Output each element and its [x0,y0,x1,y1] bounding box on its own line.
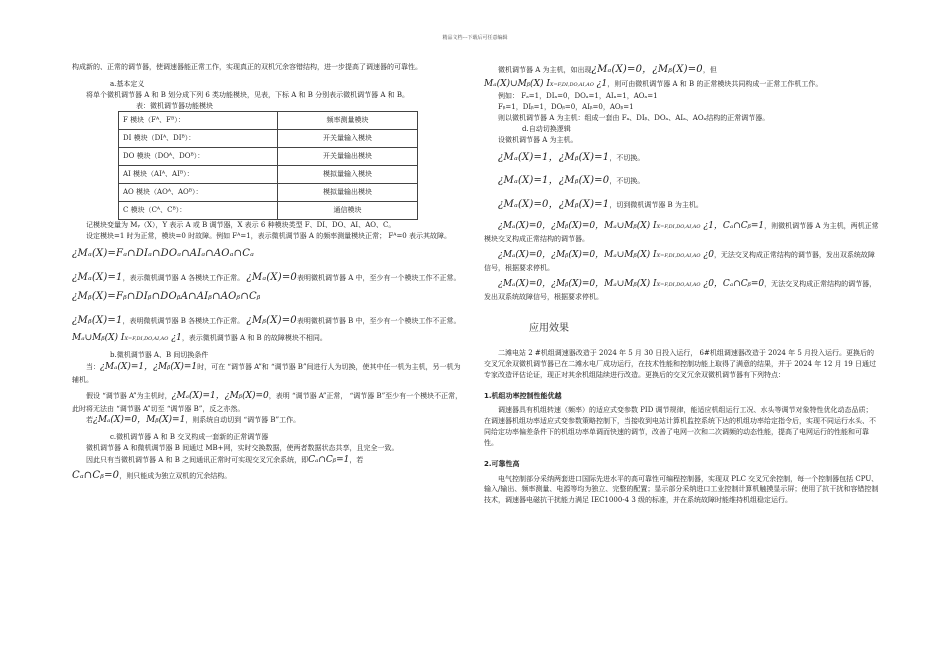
subsection-title: b.微机调节器 A、B 间切换条件 [110,351,209,359]
paragraph [72,313,467,329]
table-cell: DI 模块（DIᴬ、DIᴮ）： [119,130,278,148]
equation-math: ¿Mₐ(X)=0，¿Mᵦ(X)=1 [498,198,610,210]
equation-math: Cₐ∩Cᵦ=1 [308,455,350,466]
table-row [119,112,418,130]
logic-case [484,249,879,274]
text: ，则可由微机调节器 A 和 B 的正常模块共同构成一正常工作机工作。 [607,79,823,88]
right-column [484,62,879,506]
paragraph: 记模块变量为 Mᵧ（X），Y 表示 A 或 B 调节器，X 表示 6 种模块类型 F、DI、DO、AI、AO、C。 [86,221,396,230]
paragraph: 电气控制部分采纳两套进口国际先进水平的高可靠性可编程控制器，实现双 PLC 交叉冗余控制，每一个控制器包括 CPU、输入/输出、频率测量、电源等均为独立、完整的配置；显示部分采纳进口工业控制计算机触摸显示屏；使用了抗干扰和容错控制技术，调速器电磁抗干扰能力满足 IEC1000-4 3 级的标准，并在系统故障时能维持机组稳定运行。 [484,474,879,505]
text: ，则微机调节器 A 为主机，两机正常模块交叉构成正常结构的调节器。 [484,222,879,244]
equation-math: ¿1 [168,333,182,344]
paragraph: 微机调节器 A 和微机调节器 B 间通过 MB+网，实时交换数据，使两者数据状态共享，且完全一致。 [86,444,399,453]
table-cell: 开关量输出模块 [278,148,418,166]
equation-math: Cₐ∩Cᵦ=0 [72,469,120,481]
table-cell: DO 模块（DOᴬ、DOᴮ）： [119,148,278,166]
equation-math: Mₐ∪Mᵦ(X) I [72,333,125,344]
equation-subscript: X=F,DI,DO,AI,AO [656,224,701,231]
equation-math: ¿Mₐ(X)=0，¿Mᵦ(X)=0，Mₐ∪Mᵦ(X) I [498,221,657,232]
text: ，切到微机调节器 B 为主机。 [609,200,703,209]
equation-math: ¿Mₐ(X)=0 [246,271,297,283]
logic-case [484,197,879,213]
equation-math: ¿Mₐ(X)=1，¿Mᵦ(X)=1 [100,361,198,372]
text: ，无法交叉构成正常结构的调节器，发出双系统故障信号，根据要求停机。 [484,250,875,272]
paragraph [484,78,879,92]
equation-math: ¿Mᵦ(X)=0 [246,314,297,326]
equation-subscript: X=F,DI,DO,AI,AO [549,81,594,88]
equation-subscript: X=F,DI,DO,AI,AO [656,252,701,259]
heading: 1.机组功率控制性能优越 [484,391,562,400]
table-cell: 模拟量输入模块 [278,166,418,184]
table-row [119,148,418,166]
text: ，表明 “调节器 A”正常， “调节器 B”至少有一个模块不正常，此时将无法由 “调节器 A”切至 “调节器 B”，反之亦然。 [72,391,463,413]
equation-math: ¿Mₐ(X)=0，Mᵦ(X)=1 [93,415,186,426]
text: 时，可在 “调节器 A”和 “调节器 B”间进行人为切换，使其中任一机为主机，另一机为辅机。 [72,362,461,384]
paragraph: Fᵦ=1，DIᵦ=1，DOᵦ=0，AIᵦ=0，AOᵦ=1 [498,103,634,112]
logic-case [484,173,879,189]
text: 因此只有当微机调节器 A 和 B 之间通讯正常时可实现交叉冗余系统，即 [86,456,309,465]
paragraph [72,468,467,484]
equation-subscript: X=F,DI,DO,AI,AO [124,336,169,343]
equation-text: 表明微机调节器 A 中，至少有一个模块工作不正常。 [297,273,461,282]
equation-math: ¿Mₐ(X)=0，¿Mᵦ(X)=0，Mₐ∪Mᵦ(X) I [498,249,657,260]
table-cell: 开关量输入模块 [278,130,418,148]
text: ，但 [702,66,717,74]
text: ，不切换。 [609,177,645,186]
table-caption: 表：微机调节器功能模块 [136,101,213,110]
heading: 2.可靠性高 [484,459,520,468]
equation-math: ¿Mₐ(X)=1，¿Mᵦ(X)=0 [171,390,269,401]
equation-text: 表明微机调节器 B 中，至少有一个模块工作不正常。 [296,316,461,325]
equation-text: ，表明微机调节器 B 各模块工作正常。 [122,316,245,325]
text: 若 [86,416,93,425]
equation-math: ¿1 [593,78,608,89]
paragraph: 设微机调节器 A 为主机。 [498,135,578,144]
subsection-title: d.自动切换逻辑 [522,124,571,133]
text: ，不切换。 [609,153,645,162]
logic-case [484,220,879,245]
table-cell: F 模块（Fᴬ、Fᴮ）： [119,112,278,130]
text: 微机调节器 A 为主机，如出现 [498,66,592,74]
paragraph [72,332,467,346]
text: ，若 [349,456,364,465]
equation-math: ¿Mₐ(X)=0，¿Mᵦ(X)=0，Mₐ∪Mᵦ(X) I [498,278,657,289]
paragraph: 调速器具有机组转速（频率）的适应式变参数 PID 调节规律，能适应机组运行工况、水头等调节对象特性优化动态品质；在调速器机组功率适应式变参数策略控制下，当接收到电站计算机监控系统下达的机组功率给定指令后，实现不同运行水头、不同给定功率偏差条件下的机组功率单调而快速的调节，改善了电网一次和二次调频的动态性能，提高了电网运行的性能和可靠性。 [484,406,876,447]
equation-math: ¿Mᵦ(X)=Fᵦ∩DIᵦ∩DOᵦA∩AIᵦ∩AOᵦ∩Cᵦ [72,291,261,303]
table-row [119,166,418,184]
module-table [118,111,418,220]
paragraph: 将单个微机调节器 A 和 B 划分成下列 6 类功能模块，见表，下标 A 和 B 分别表示微机调节器 A 和 B。 [86,90,409,99]
equation-math: ¿Mₐ(X)=1 [72,271,123,283]
equation-subscript: X=F,DI,DO,AI,AO [656,281,701,288]
equation-math: ¿Mₐ(X)=1，¿Mᵦ(X)=0 [498,175,610,187]
paragraph: 二滩电站 2 #机组调速器改造于 2024 年 5 月 30 日投入运行， 6#机组调速器改造于 2024 年 5 月投入运行。更换后的交叉冗余双微机调节器已在二滩水电厂成功运行，在技术性能和控制功能上取得了满意的结果，并于 2024 年 12 月 19 日通过专家改造评估论证，现正对其余机组陆续进行改造。更换后的交叉冗余双微机调节器有下列特点： [484,349,876,379]
left-column [72,62,467,483]
table-cell: 模拟量输出模块 [278,184,418,202]
table-cell: 通信模块 [278,202,418,220]
paragraph: 则以微机调节器 A 为主机：组成一套由 Fₐ、DIᵦ、DOₐ、AIₐ、AOₐ结构的正常调节器。 [498,114,770,123]
text: ，无法交叉构成正常结构的调节器，发出双系统故障信号，根据要求停机。 [484,279,877,301]
table-cell: AI 模块（AIᴬ、AIᴮ）： [119,166,278,184]
paragraph [72,454,467,468]
subsection-title: a.基本定义 [110,79,145,88]
text: ，则系统自动切到 “调节器 B”工作。 [185,416,301,425]
logic-case [484,278,879,303]
table-row [119,184,418,202]
paragraph [72,270,467,286]
table-row [119,130,418,148]
equation-math: Mₐ(X)∪Mᵦ(X) I [484,78,550,89]
equation [72,246,467,262]
table-cell: C 模块（Cᴬ、Cᴮ）： [119,202,278,220]
paragraph [484,62,879,78]
logic-case [484,150,879,166]
table-row [119,202,418,220]
equation-math: ¿Mₐ(X)=0，¿Mᵦ(X)=0 [591,64,703,75]
subsection-title: c.微机调节器 A 和 B 交叉构成一套新的正常调节器 [110,433,269,442]
page-header: 精品文档---下载后可任意编辑 [442,35,508,41]
equation-math: ¿Mᵦ(X)=1 [72,314,123,326]
equation-text: ，表示微机调节器 A 和 B 的故障模块不相同。 [181,334,327,343]
paragraph: 构成新的、正常的调节器，使调速器能正常工作，实现真正的双机冗余容错结构，进一步提高了调速器的可靠性。 [72,63,422,71]
paragraph: 设定模块=1 时为正常，模块=0 时故障。例如 Fᴬ=1，表示微机调节器 A 的频率测量模块正常； Fᴬ=0 表示其故障。 [86,232,451,241]
equation [72,289,467,305]
text: ，则只能成为独立双机的冗余结构。 [119,471,232,480]
text: 假设 “调节器 A”为主机时， [86,391,172,400]
paragraph: 例如： Fₐ=1，DIₐ=0，DOₐ=1，AIₐ=1，AOₐ=1 [498,92,658,101]
equation-math: ¿0 [700,249,714,260]
table-cell: AO 模块（AOᴬ、AOᴮ）： [119,184,278,202]
paragraph [72,414,467,428]
equation-math: ¿Mₐ(X)=1，¿Mᵦ(X)=1 [498,151,610,163]
text: 当： [86,362,100,371]
equation-math: ¿0，Cₐ∩Cᵦ=0 [700,278,765,289]
equation-math: ¿Mₐ(X)=Fₐ∩DIₐ∩DOₐ∩AIₐ∩AOₐ∩Cₐ [72,248,255,260]
equation-math: ¿1，Cₐ∩Cᵦ=1 [700,221,765,232]
paragraph [72,390,467,415]
equation-text: ，表示微机调节器 A 各模块工作正常。 [122,273,245,282]
table-cell: 频率测量模块 [278,112,418,130]
section-title: 应用效果 [529,322,569,334]
paragraph [72,361,467,386]
